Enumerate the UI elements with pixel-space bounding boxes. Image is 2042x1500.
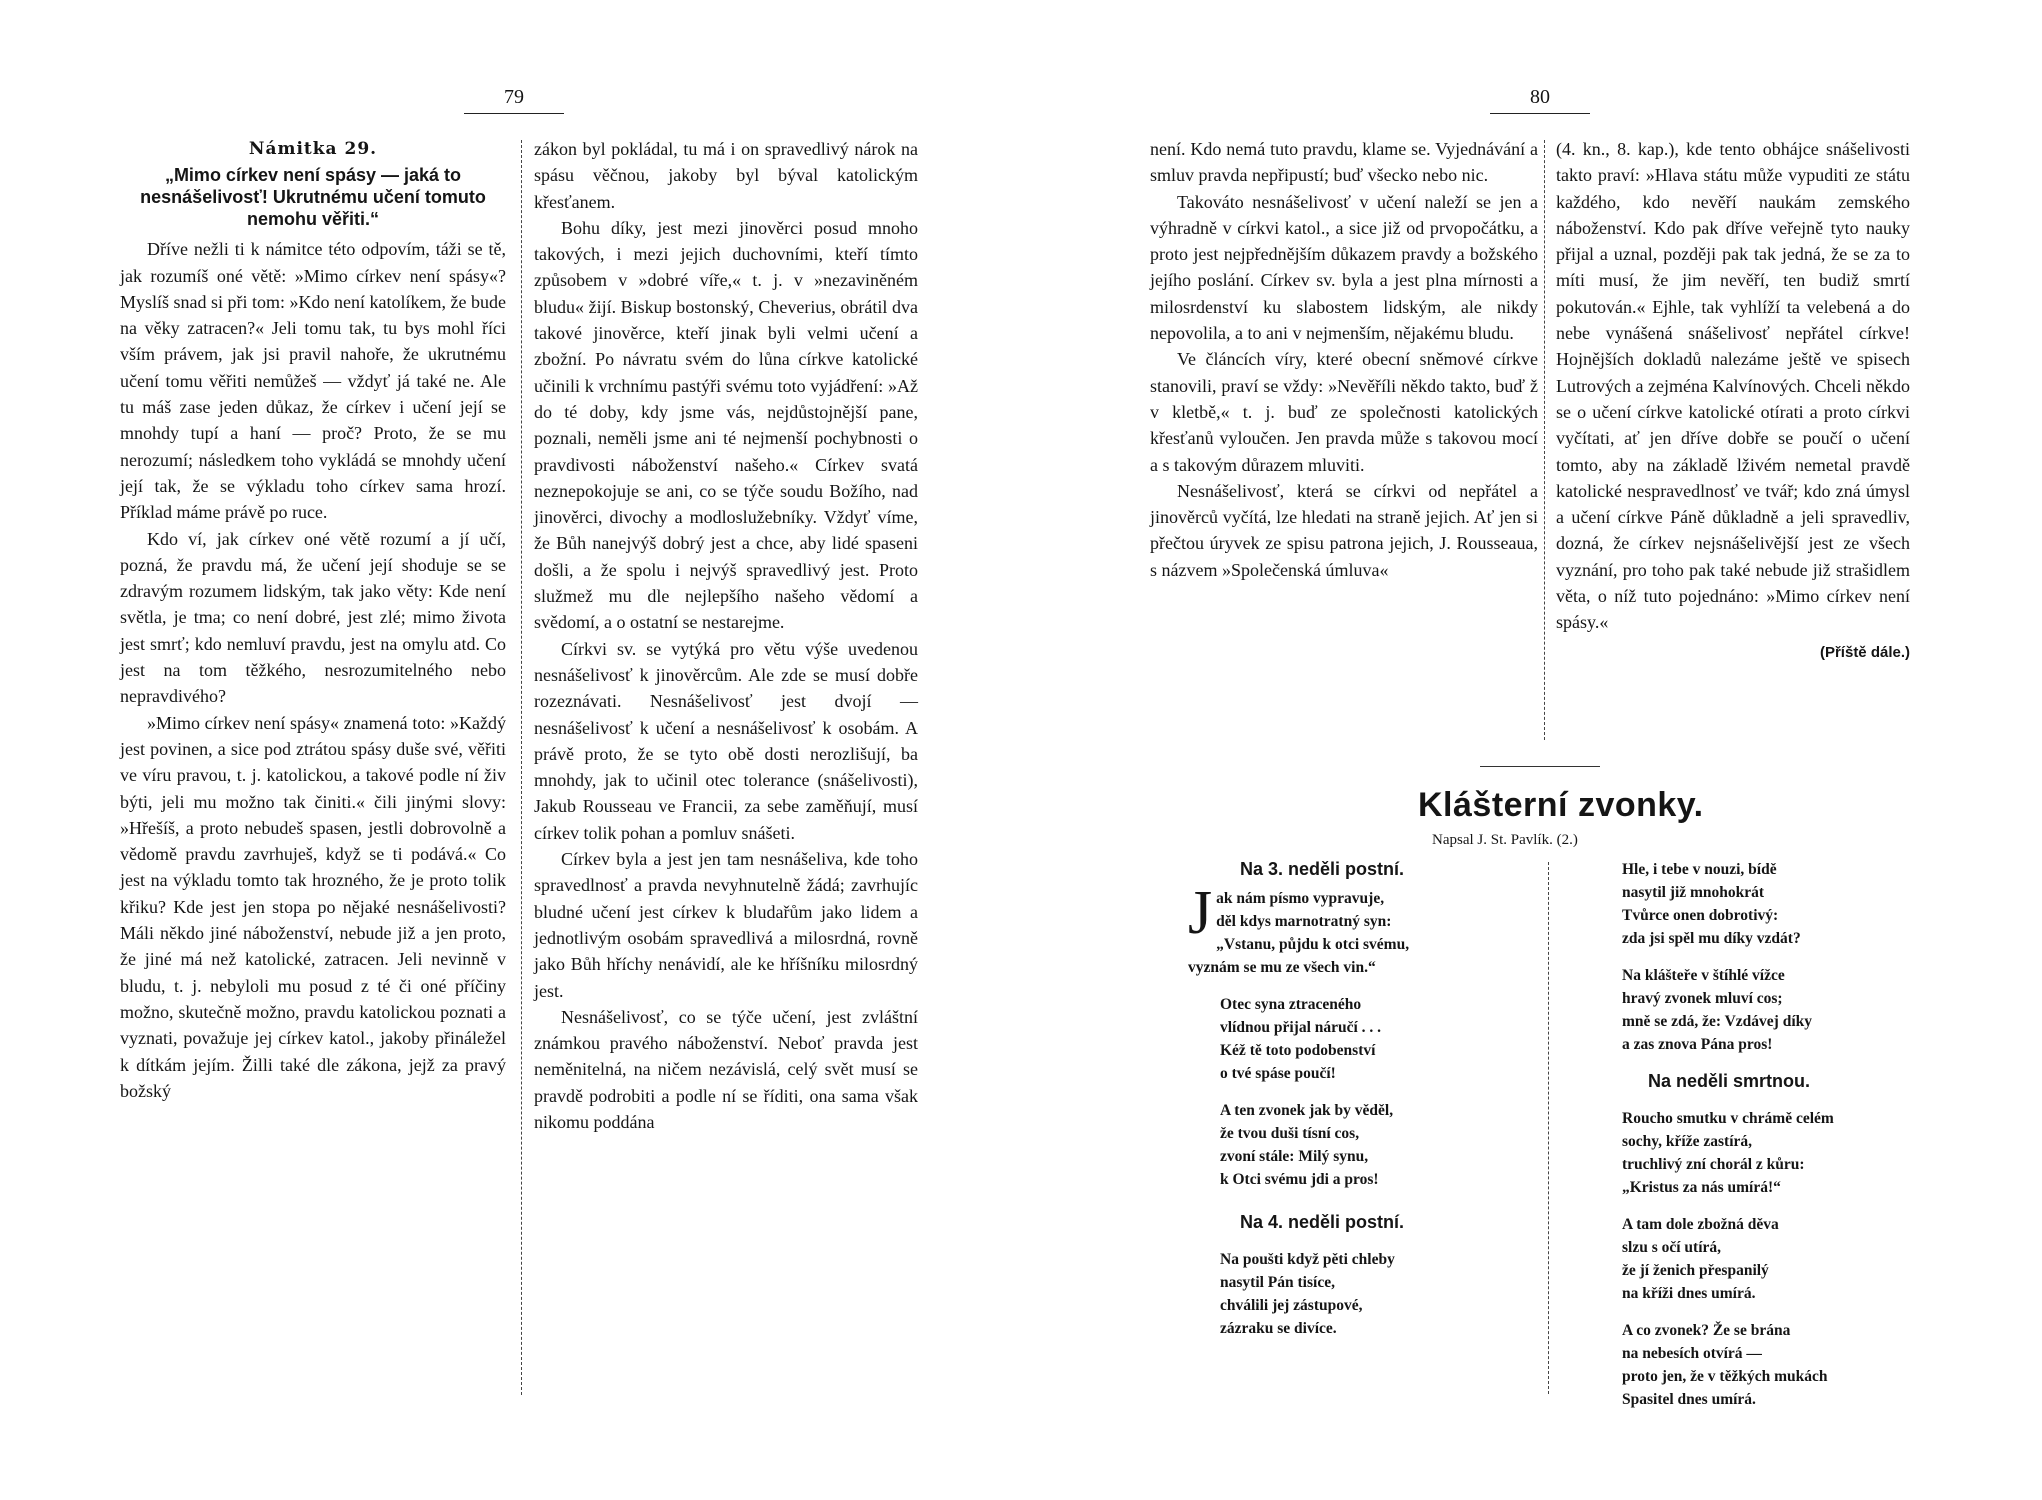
poem-column-1 [1188,858,1548,1354]
poem-line-text: hravý zvonek mluví cos; [1622,990,1783,1007]
objection-heading: „Mimo církev není spásy — jaká to nesnášelivosť! Ukrutnému učení tomuto nemohu věřiti.“ [140,165,486,230]
poem-line-text: na kříži dnes umírá. [1622,1285,1756,1302]
poem-line-text: o tvé spáse poučí! [1220,1065,1336,1082]
poem-line [1220,1016,1548,1039]
poem-line-text: že jí ženich přespanilý [1622,1262,1769,1279]
continued-note: (Příště dále.) [1819,643,1910,661]
paragraph: Kdo ví, jak církev oné větě rozumí a jí učí, pozná, že pravdu má, že učení její shoduje se se zdravým rozumem lidským, tak jako věty: Kde není světla, je tma; co není dobré, jest zlé; mimo života jest smrť; kdo nemluví pravdu, jest na omylu atd. Co jest na tom těžkého, nesrozumitelného nebo nepravdivého? [120,528,506,707]
poem-section-title: Na 4. neděli postní. [1240,1212,1405,1232]
poem-line-text: zda jsi spěl mu díky vzdát? [1622,930,1801,947]
poem-line [1220,1168,1548,1191]
poem-line-text: k Otci svému jdi a pros! [1220,1171,1379,1188]
poem-line [1220,1248,1548,1271]
poem-line-text: nasytil již mnohokrát [1622,884,1765,901]
right-page-number: 80 [1500,86,1580,114]
poem-line-text: A tam dole zbožná děva [1622,1216,1779,1233]
poem-line-text: chválili jej zástupové, [1220,1297,1363,1314]
poem-line-text: A co zvonek? Že se brána [1622,1322,1791,1339]
poem-line [1220,1122,1548,1145]
poem-line-text: zázraku se divíce. [1220,1320,1337,1337]
poem-line [1622,1107,1922,1130]
paragraph: Nesnášelivosť, co se týče učení, jest zvláštní známkou pravého náboženství. Neboť pravda jest neměnitelná, na ničem nezávislá, celý svět musí se pravdě podrobiti a podle ní se říditi, ona sama však nikomu poddána [534,1006,918,1132]
poem-line-text: Otec syna ztraceného [1220,996,1362,1013]
poem-line-text: vlídnou přijal náručí . . . [1220,1019,1382,1036]
paragraph: Církvi sv. se vytýká pro větu výše uvedenou nesnášelivosť k jinověrcům. Ale zde se musí dobře rozeznávati. Nesnášelivosť jest dvojí — nesnášelivosť k učení a nesnášelivosť k osobám. A právě proto, že se tyto obě dosti nerozlišují, ba mnohdy, jak to učinil otec tolerance (snášelivosti), Jakub Rousseau ve Francii, za sebe zaměňují, musí církev tolik pohan a pomluv snášeti. [534,638,918,843]
poem-line [1622,1259,1922,1282]
poem-line-text: Tvůrce onen dobrotivý: [1622,907,1779,924]
poem-line [1188,956,1548,979]
poem-line [1622,1130,1922,1153]
poem-line [1622,1153,1922,1176]
paragraph: není. Kdo nemá tuto pravdu, klame se. Vyjednávání a smluv pravda nepřipustí; buď všecko nebo nic. [1150,139,1538,186]
paragraph: zákon byl pokládal, tu má i on spravedlivý nárok na spásu věčnou, jakoby byl býval katolickým křesťanem. [534,139,918,212]
poem-line [1220,1062,1548,1085]
poem-stanza [1622,1213,1922,1305]
objection-label: Námitka 29. [248,139,378,159]
poem-line-text: slzu s očí utírá, [1622,1239,1722,1256]
left-page-column-1 [120,136,506,1104]
column-divider [1544,140,1545,740]
left-page-number: 79 [474,86,554,114]
poem-line-text: na nebesích otvírá — [1622,1345,1762,1362]
paragraph: »Mimo církev není spásy« znamená toto: »Každý jest povinen, a sice pod ztrátou spásy duše své, věřiti ve víru pravou, t. j. katolickou, a takové podle ní živ býti, jeli mu možno tak činiti.« čili jinými slovy: »Hřešíš, a proto nebudeš spasen, jestli dobrovolně a vědomě pravdu zavrhuješ, když se ti podává.« Co jest na výkladu tomto tak hrozného, že je proto tolik křiku? Kde jest jen stopa po nějaké nesnášelivosti? Máli někdo jiné náboženství, nebude již a jen proto, že jiné má než katolické, zatracen. Jeli nevinně v bludu, t. j. nebyloli mu posud z té či oné příčiny možno, skutečně možno, pravdu katolickou poznati a vyznati, považuje jej církev katol., jakoby přináležel k dítkám jejím. Žilli také dle zákona, jejž za pravý božský [120,712,506,1101]
poem-line-text: Kéž tě toto podobenství [1220,1042,1376,1059]
poem-section-title: Na 3. neděli postní. [1240,859,1405,879]
paragraph: Ve článcích víry, které obecní sněmové církve stanovili, praví se vždy: »Nevěříli někdo takto, buď ž v kletbě,« t. j. buď ze společnosti katolických křesťanů vyloučen. Jen pravda může s takovou mocí a s takovým důrazem mluviti. [1150,349,1538,475]
poem-line [1220,1317,1548,1340]
poem-line-text: „Kristus za nás umírá!“ [1622,1179,1781,1196]
poem-stanza [1220,993,1548,1085]
poem-column-2 [1622,858,1922,1425]
paragraph: (4. kn., 8. kap.), kde tento obhájce snášelivosti takto praví: »Hlava státu může vypuditi ze státu každého, kdo nevěří naukám zemského náboženství. Kdo pak dříve veřejně tyto nauky přijal a uznal, později pak tak jedná, že se za to míti musí, že jim nevěří, ten budiž smrtí pokutován.« Ejhle, tak vyhlíží ta velebená a do nebe vynášená snášelivosť nepřátel církve! Hojnějších dokladů nalezáme ještě ve spisech Lutrových a zejména Kalvínových. Chceli někdo se o učení církve katolické otírati a proto církvi vyčítati, ať jen dříve dobře se poučí o učení tomto, aby na základě lživém nemetal pravdě katolické nespravedlnosť ve tvář; kdo zná úmysl a učení církve Páně důkladně a jeli spravedliv, dozná, že církev nejsnášelivější jest ze všech vyznání, pro toho pak také nebude již strašidlem věta, o níž tuto pojednáno: »Mimo církev není spásy.« [1556,139,1910,633]
poem-line [1622,927,1922,950]
poem-stanza [1220,1099,1548,1191]
paragraph: Bohu díky, jest mezi jinověrci posud mnoho takových, i mezi jejich duchovními, kteří tímto způsobem v »dobré víře,« t. j. v »nezaviněném bludu« žijí. Biskup bostonský, Cheverius, obrátil dva takové jinověrce, kteří jinak byli velmi učení a zbožní. Po návratu svém do lůna církve katolické učinili k vrchnímu pastýři svému toto vyjádření: »Až do té doby, kdy jsme vás, nejdůstojnější pane, poznali, neměli jsme ani té nejmenší pochybnosti o pravdivosti náboženství našeho.« Církev svatá neznepokojuje se ani, co se týče soudu Božího, nad jinověrci, divochy a modloslužebníky. Vždyť víme, že Bůh nanejvýš dobrý jest a chce, aby lidé spaseni došli, a že spolu i nejvýš spravedlivý jest. Proto služmež mu dle nejlepšího našeho vědomí a svědomí, a o ostatní se nestarejme. [534,217,918,633]
poem-line [1622,1365,1922,1388]
poem-line [1622,1010,1922,1033]
poem-line-text: a zas znova Pána pros! [1622,1036,1773,1053]
poem-line-text: proto jen, že v těžkých mukách [1622,1368,1828,1385]
poem-stanza [1188,879,1548,979]
poem-column-divider [1548,862,1549,1394]
poem-stanza [1622,858,1922,950]
poem-line-text: Na klášteře v štíhlé vížce [1622,967,1785,984]
poem-stanza [1622,1319,1922,1411]
right-page-column-2 [1556,136,1910,666]
poem-line-text: Hle, i tebe v nouzi, bídě [1622,861,1777,878]
poem-line [1220,1099,1548,1122]
poem-line [1622,904,1922,927]
poem-line [1622,1342,1922,1365]
poem-stanza [1622,1107,1922,1199]
poem-stanza [1622,964,1922,1056]
poem-line [1220,1039,1548,1062]
poem-title: Klášterní zvonky. [1418,786,1704,824]
poem-line [1220,1271,1548,1294]
left-page-column-2 [534,136,918,1135]
poem-line-text: truchlivý zní chorál z kůru: [1622,1156,1805,1173]
drop-cap: J [1188,879,1213,947]
paragraph: Nesnášelivosť, která se církvi od nepřátel a jinověrců vyčítá, lze hledati na straně jejich. Ať jen si přečtou úryvek ze spisu patrona jejich, J. Rousseaua, s názvem »Společenská úmluva« [1150,480,1538,580]
poem-line-text: Na poušti když pěti chleby [1220,1251,1395,1268]
paragraph: Takováto nesnášelivosť v učení naleží se jen a výhradně v církvi katol., a sice již od prvopočátku, a proto jest nejpřednějším důkazem pravdy a božského jejího poslání. Církev sv. byla a jest plna mírnosti a milosrdenství ku slabostem lidským, ale nikdy nepovolila, a to ani v nejmenším, nějakému bludu. [1150,191,1538,344]
poem-stanza [1220,1248,1548,1340]
poem-line-text: „Vstanu, půjdu k otci svému, [1216,936,1410,953]
poem-line [1622,1213,1922,1236]
paragraph: Církev byla a jest jen tam nesnášeliva, kde toho spravedlnosť a pravda nevyhnutelně žádá; zavrhujíc bludné učení jest církev k bludařům jako lidem a jednotlivým osobám spravedlivá a milosrdná, rovně jako Bůh hříchy nenávidí, ale ke hříšníku milosrdný jest. [534,849,918,1001]
poem-line [1622,1176,1922,1199]
poem-line [1622,1236,1922,1259]
poem-line [1188,910,1548,933]
poem-line-text: Roucho smutku v chrámě celém [1622,1110,1834,1127]
poem-line-text: ak nám písmo vypravuje, [1216,890,1385,907]
poem-line-text: zvoní stále: Milý synu, [1220,1148,1369,1165]
poem-line [1622,1282,1922,1305]
poem-line [1622,987,1922,1010]
poem-byline: Napsal J. St. Pavlík. (2.) [1432,832,1578,848]
poem-section-title: Na neděli smrtnou. [1648,1071,1811,1091]
poem-line [1622,964,1922,987]
poem-line-text: sochy, kříže zastírá, [1622,1133,1753,1150]
poem-line [1622,1388,1922,1411]
poem-line [1622,1319,1922,1342]
poem-line-text: nasytil Pán tisíce, [1220,1274,1335,1291]
poem-line [1220,993,1548,1016]
poem-line-text: vyznám se mu ze všech vin.“ [1188,959,1376,976]
poem-line [1220,1145,1548,1168]
column-divider [521,140,522,1395]
right-page-column-1 [1150,136,1538,583]
poem-line [1622,1033,1922,1056]
poem-line [1622,881,1922,904]
poem-line-text: Spasitel dnes umírá. [1622,1391,1756,1408]
poem-line [1622,858,1922,881]
poem-line-text: A ten zvonek jak by věděl, [1220,1102,1394,1119]
poem-line-text: mně se zdá, že: Vzdávej díky [1622,1013,1812,1030]
poem-line [1220,1294,1548,1317]
poem-line-text: že tvou duši tísní cos, [1220,1125,1360,1142]
poem-line [1188,933,1548,956]
section-divider [1480,766,1600,767]
paragraph: Dříve nežli ti k námitce této odpovím, táži se tě, jak rozumíš oné větě: »Mimo církev není spásy«? Myslíš snad si při tom: »Kdo není katolíkem, že bude na věky zatracen?« Jeli tomu tak, tu bys mohl říci vším právem, jak jsi pravil nahoře, že ukrutnému učení tomu věřiti nemůžeš — vždyť já také ne. Ale tu máš zase jeden důkaz, že církev i učení její se mnohdy tupí a haní — proč? Proto, že se mu nerozumí; následkem toho vykládá se mnohdy učení její tak, že se výkladu toho církev sama hrozí. Příklad máme právě po ruce. [120,239,506,523]
poem-line-text: děl kdys marnotratný syn: [1216,913,1392,930]
